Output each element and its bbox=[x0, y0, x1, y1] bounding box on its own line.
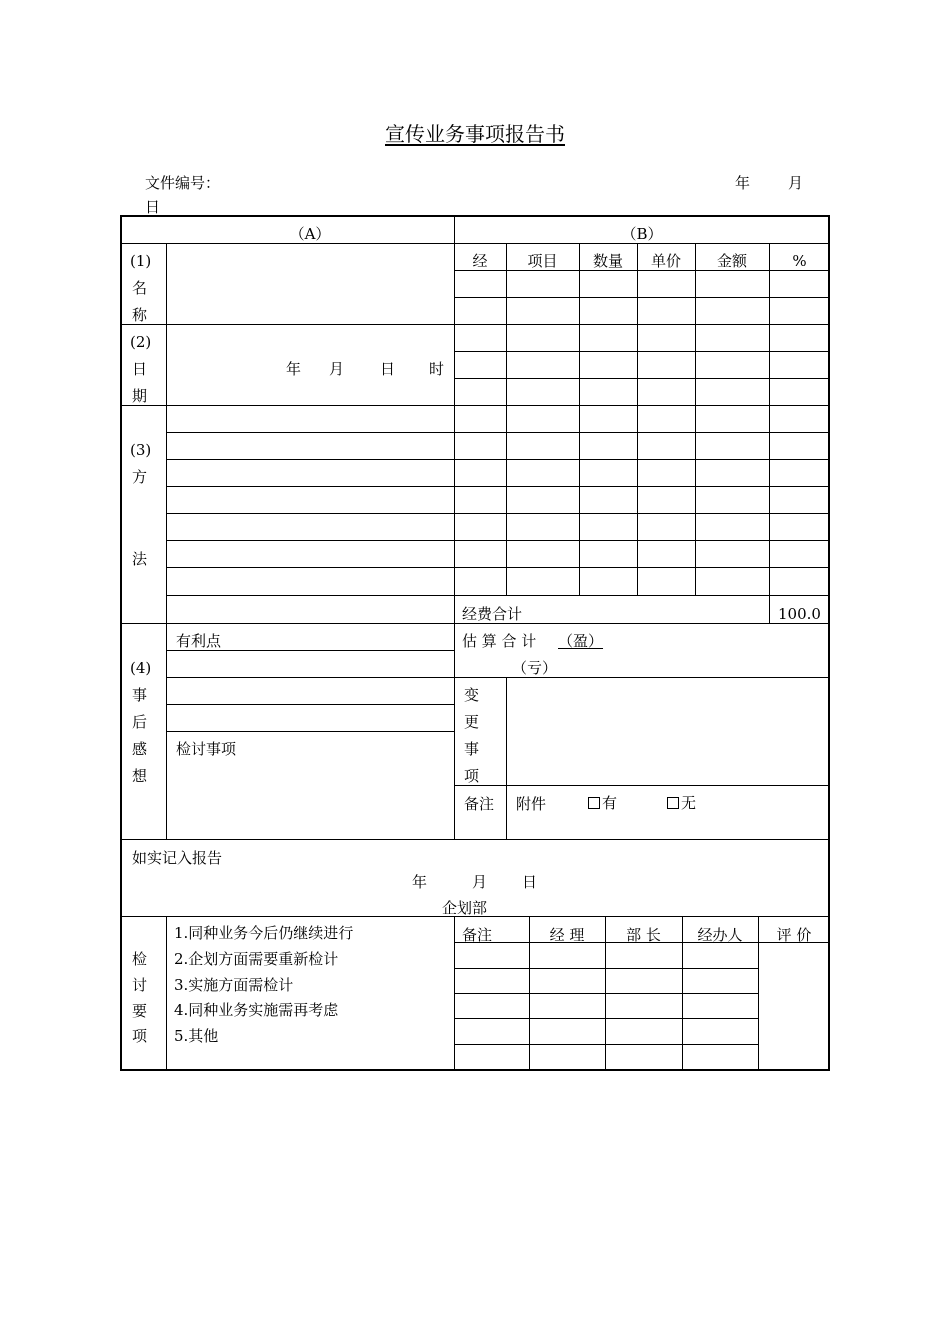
grid-line bbox=[454, 405, 830, 406]
grid-line bbox=[695, 243, 696, 595]
row1-char1: 名 bbox=[132, 279, 148, 297]
date-day: 日 bbox=[380, 360, 396, 378]
grid-line bbox=[122, 324, 454, 325]
grid-line bbox=[166, 650, 454, 651]
section-a-header: （A） bbox=[289, 225, 331, 243]
budget-total-label: 经费合计 bbox=[462, 605, 523, 623]
approval-col-manager: 经 理 bbox=[549, 926, 585, 944]
row2-char1: 日 bbox=[132, 360, 148, 378]
changes-char1: 变 bbox=[464, 686, 480, 704]
record-month: 月 bbox=[472, 873, 488, 891]
row2-char2: 期 bbox=[132, 387, 148, 405]
date-year: 年 bbox=[286, 360, 302, 378]
grid-line bbox=[122, 839, 830, 840]
grid-line bbox=[166, 916, 167, 1071]
row4-char1: 事 bbox=[132, 686, 148, 704]
estimate-label: 估 算 合 计 bbox=[462, 632, 537, 650]
date-month: 月 bbox=[329, 360, 345, 378]
grid-line bbox=[166, 432, 454, 433]
attachment-yes-label: 有 bbox=[602, 794, 618, 812]
row2-number: (2) bbox=[130, 333, 152, 351]
grid-line bbox=[454, 595, 830, 596]
estimate-loss: （亏） bbox=[512, 659, 558, 677]
row3-number: (3) bbox=[130, 441, 152, 459]
header-year: 年 bbox=[735, 174, 751, 192]
grid-line bbox=[579, 243, 580, 595]
grid-line bbox=[454, 486, 830, 487]
grid-line bbox=[454, 785, 830, 786]
grid-line bbox=[506, 243, 507, 595]
grid-line bbox=[166, 243, 167, 839]
report-form bbox=[120, 215, 830, 1071]
grid-line bbox=[454, 324, 830, 325]
row4-char2: 后 bbox=[132, 713, 148, 731]
grid-line bbox=[454, 677, 830, 678]
approval-col-evaluation: 评 价 bbox=[776, 926, 812, 944]
attachment-no-label: 无 bbox=[681, 794, 697, 812]
grid-line bbox=[166, 677, 454, 678]
header-month: 月 bbox=[788, 174, 804, 192]
check-item: 3.实施方面需检计 bbox=[174, 976, 294, 994]
row1-number: (1) bbox=[130, 252, 152, 270]
changes-char4: 项 bbox=[464, 767, 480, 785]
col-header-jing: 经 bbox=[472, 252, 488, 270]
grid-line bbox=[166, 595, 454, 596]
grid-line bbox=[454, 540, 830, 541]
grid-line bbox=[166, 704, 454, 705]
advantage-label: 有利点 bbox=[176, 632, 222, 650]
grid-line bbox=[506, 677, 507, 839]
grid-line bbox=[637, 243, 638, 595]
grid-line bbox=[454, 1018, 758, 1019]
grid-line bbox=[166, 731, 454, 732]
check-item: 5.其他 bbox=[174, 1027, 219, 1045]
remarks-label: 备注 bbox=[464, 795, 495, 813]
grid-line bbox=[454, 217, 455, 839]
grid-line bbox=[454, 432, 830, 433]
grid-line bbox=[122, 243, 830, 244]
budget-total-value: 100.0 bbox=[778, 605, 821, 623]
check-item: 1.同种业务今后仍继续进行 bbox=[174, 924, 354, 942]
grid-line bbox=[454, 513, 830, 514]
grid-line bbox=[454, 351, 830, 352]
checkbox-icon bbox=[588, 797, 600, 809]
file-number-label: 文件编号： bbox=[145, 174, 221, 192]
attachment-no-option[interactable] bbox=[667, 794, 696, 812]
col-header-item: 项目 bbox=[527, 252, 558, 270]
check-item: 2.企划方面需要重新检计 bbox=[174, 950, 339, 968]
col-header-amount: 金额 bbox=[716, 252, 747, 270]
col-header-unit-price: 单价 bbox=[650, 252, 681, 270]
grid-line bbox=[166, 513, 454, 514]
review-label: 检讨事项 bbox=[176, 740, 237, 758]
grid-line bbox=[166, 540, 454, 541]
row4-char3: 感 bbox=[132, 740, 148, 758]
attachment-label: 附件 bbox=[516, 795, 547, 813]
record-department: 企划部 bbox=[442, 899, 488, 917]
check-char1: 检 bbox=[132, 950, 148, 968]
checkbox-icon bbox=[667, 797, 679, 809]
approval-col-handler: 经办人 bbox=[697, 926, 743, 944]
grid-line bbox=[769, 243, 770, 595]
record-label: 如实记入报告 bbox=[132, 849, 223, 867]
attachment-yes-option[interactable] bbox=[588, 794, 617, 812]
row3-char1: 方 bbox=[132, 468, 148, 486]
grid-line bbox=[454, 567, 830, 568]
grid-line bbox=[454, 1044, 758, 1045]
row4-char4: 想 bbox=[132, 767, 148, 785]
approval-col-remarks: 备注 bbox=[462, 926, 493, 944]
changes-char2: 更 bbox=[464, 713, 480, 731]
record-day: 日 bbox=[522, 873, 538, 891]
col-header-quantity: 数量 bbox=[592, 252, 623, 270]
grid-line bbox=[166, 567, 454, 568]
approval-col-director: 部 长 bbox=[626, 926, 661, 944]
grid-line bbox=[454, 993, 758, 994]
date-hour: 时 bbox=[429, 360, 445, 378]
grid-line bbox=[166, 459, 454, 460]
row1-char2: 称 bbox=[132, 306, 148, 324]
section-b-header: （B） bbox=[621, 225, 663, 243]
col-header-percent: % bbox=[792, 252, 807, 270]
grid-line bbox=[122, 623, 830, 624]
grid-line bbox=[122, 405, 454, 406]
check-char2: 讨 bbox=[132, 976, 148, 994]
row3-char2: 法 bbox=[132, 550, 148, 568]
grid-line bbox=[166, 486, 454, 487]
record-year: 年 bbox=[412, 873, 428, 891]
changes-char3: 事 bbox=[464, 740, 480, 758]
check-item: 4.同种业务实施需再考虑 bbox=[174, 1001, 339, 1019]
check-char3: 要 bbox=[132, 1002, 148, 1020]
grid-line bbox=[454, 297, 830, 298]
grid-line bbox=[454, 270, 830, 271]
document-title: 宣传业务事项报告书 bbox=[385, 122, 565, 146]
grid-line bbox=[454, 968, 758, 969]
estimate-profit: （盈） bbox=[558, 632, 604, 650]
grid-line bbox=[454, 378, 830, 379]
header-day: 日 bbox=[145, 198, 161, 216]
grid-line bbox=[454, 459, 830, 460]
check-char4: 项 bbox=[132, 1027, 148, 1045]
row4-number: (4) bbox=[130, 659, 152, 677]
